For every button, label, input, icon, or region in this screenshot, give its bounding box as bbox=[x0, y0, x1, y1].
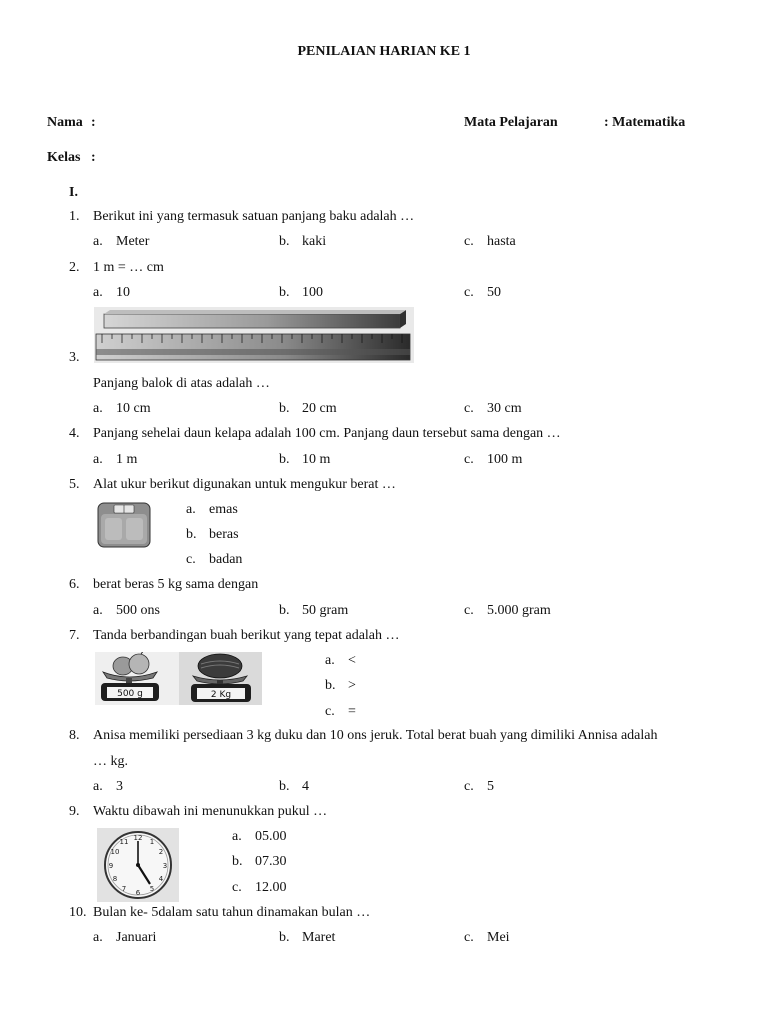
fruit-scales-image bbox=[95, 652, 262, 705]
option-b: b. Maret bbox=[279, 930, 336, 945]
option-c: c. 30 cm bbox=[464, 401, 522, 416]
option-a: a. emas bbox=[186, 502, 238, 517]
kelas-colon: : bbox=[91, 150, 96, 165]
svg-text:5: 5 bbox=[149, 885, 155, 893]
option-b: b. 20 cm bbox=[279, 401, 337, 416]
option-c: c. 50 bbox=[464, 285, 501, 300]
option-a: a. 05.00 bbox=[232, 829, 287, 844]
svg-text:12: 12 bbox=[133, 834, 143, 842]
option-a: a. 10 bbox=[93, 285, 130, 300]
question-text: Panjang sehelai daun kelapa adalah 100 cm. Panjang daun tersebut sama dengan … bbox=[93, 426, 561, 441]
question-text: Bulan ke- 5dalam satu tahun dinamakan bulan … bbox=[93, 905, 371, 920]
question-text: Alat ukur berikut digunakan untuk mengukur berat … bbox=[93, 477, 396, 492]
question-number: 10. bbox=[69, 905, 87, 920]
svg-text:11: 11 bbox=[119, 838, 129, 846]
question-number: 1. bbox=[69, 209, 80, 224]
kelas-label: Kelas bbox=[47, 150, 81, 165]
svg-text:6: 6 bbox=[135, 889, 141, 897]
clock-image bbox=[97, 828, 179, 902]
nama-label: Nama bbox=[47, 115, 83, 130]
question-text: 1 m = … cm bbox=[93, 260, 164, 275]
question-number: 8. bbox=[69, 728, 80, 743]
weight-label: 500 g bbox=[117, 689, 143, 699]
svg-text:1: 1 bbox=[149, 838, 155, 846]
option-a: a. 500 ons bbox=[93, 603, 160, 618]
option-b: b. beras bbox=[186, 527, 239, 542]
question-text: Waktu dibawah ini menunukkan pukul … bbox=[93, 804, 328, 819]
question-number: 6. bbox=[69, 577, 80, 592]
option-a: a. 1 m bbox=[93, 452, 138, 467]
svg-text:3: 3 bbox=[162, 862, 168, 870]
nama-colon: : bbox=[91, 115, 96, 130]
question-text: Panjang balok di atas adalah … bbox=[93, 376, 270, 391]
mapel-value: : Matematika bbox=[604, 115, 686, 130]
weight-label: 2 Kg bbox=[210, 690, 232, 700]
question-number: 2. bbox=[69, 260, 80, 275]
question-number: 4. bbox=[69, 426, 80, 441]
option-c: c. 100 m bbox=[464, 452, 523, 467]
svg-text:9: 9 bbox=[108, 862, 114, 870]
option-c: c. hasta bbox=[464, 234, 516, 249]
option-b: b. kaki bbox=[279, 234, 327, 249]
option-b: b. 10 m bbox=[279, 452, 331, 467]
question-text: Berikut ini yang termasuk satuan panjang baku adalah … bbox=[93, 209, 415, 224]
question-text: Anisa memiliki persediaan 3 kg duku dan 10 ons jeruk. Total berat buah yang dimiliki Annisa adalah bbox=[93, 728, 658, 743]
option-c: c. Mei bbox=[464, 930, 510, 945]
option-a: a. Januari bbox=[93, 930, 157, 945]
mapel-label: Mata Pelajaran bbox=[464, 115, 558, 130]
option-c: c. 5.000 gram bbox=[464, 603, 551, 618]
option-a: a. 10 cm bbox=[93, 401, 151, 416]
svg-text:4: 4 bbox=[158, 875, 164, 883]
page-title: PENILAIAN HARIAN KE 1 bbox=[297, 44, 471, 59]
option-a: a. Meter bbox=[93, 234, 150, 249]
option-c: c. 5 bbox=[464, 779, 494, 794]
question-number: 7. bbox=[69, 628, 80, 643]
option-c: c. badan bbox=[186, 552, 243, 567]
option-c: c. 12.00 bbox=[232, 880, 287, 895]
option-a: a. < bbox=[325, 653, 356, 668]
option-c: c. = bbox=[325, 704, 356, 719]
svg-text:10: 10 bbox=[110, 848, 120, 856]
option-b: b. 4 bbox=[279, 779, 309, 794]
option-b: b. 50 gram bbox=[279, 603, 349, 618]
option-a: a. 3 bbox=[93, 779, 123, 794]
svg-text:8: 8 bbox=[112, 875, 118, 883]
option-b: b. 100 bbox=[279, 285, 323, 300]
block-ruler-image bbox=[94, 307, 414, 363]
question-text-continued: … kg. bbox=[93, 754, 128, 769]
question-number: 5. bbox=[69, 477, 80, 492]
bathroom-scale-image bbox=[97, 502, 151, 548]
svg-text:2: 2 bbox=[158, 848, 164, 856]
question-text: Tanda berbandingan buah berikut yang tepat adalah … bbox=[93, 628, 400, 643]
section-number: I. bbox=[69, 185, 78, 200]
question-number: 3. bbox=[69, 350, 80, 365]
option-b: b. > bbox=[325, 678, 356, 693]
question-number: 9. bbox=[69, 804, 80, 819]
option-b: b. 07.30 bbox=[232, 854, 287, 869]
question-text: berat beras 5 kg sama dengan bbox=[93, 577, 259, 592]
svg-text:7: 7 bbox=[121, 885, 127, 893]
